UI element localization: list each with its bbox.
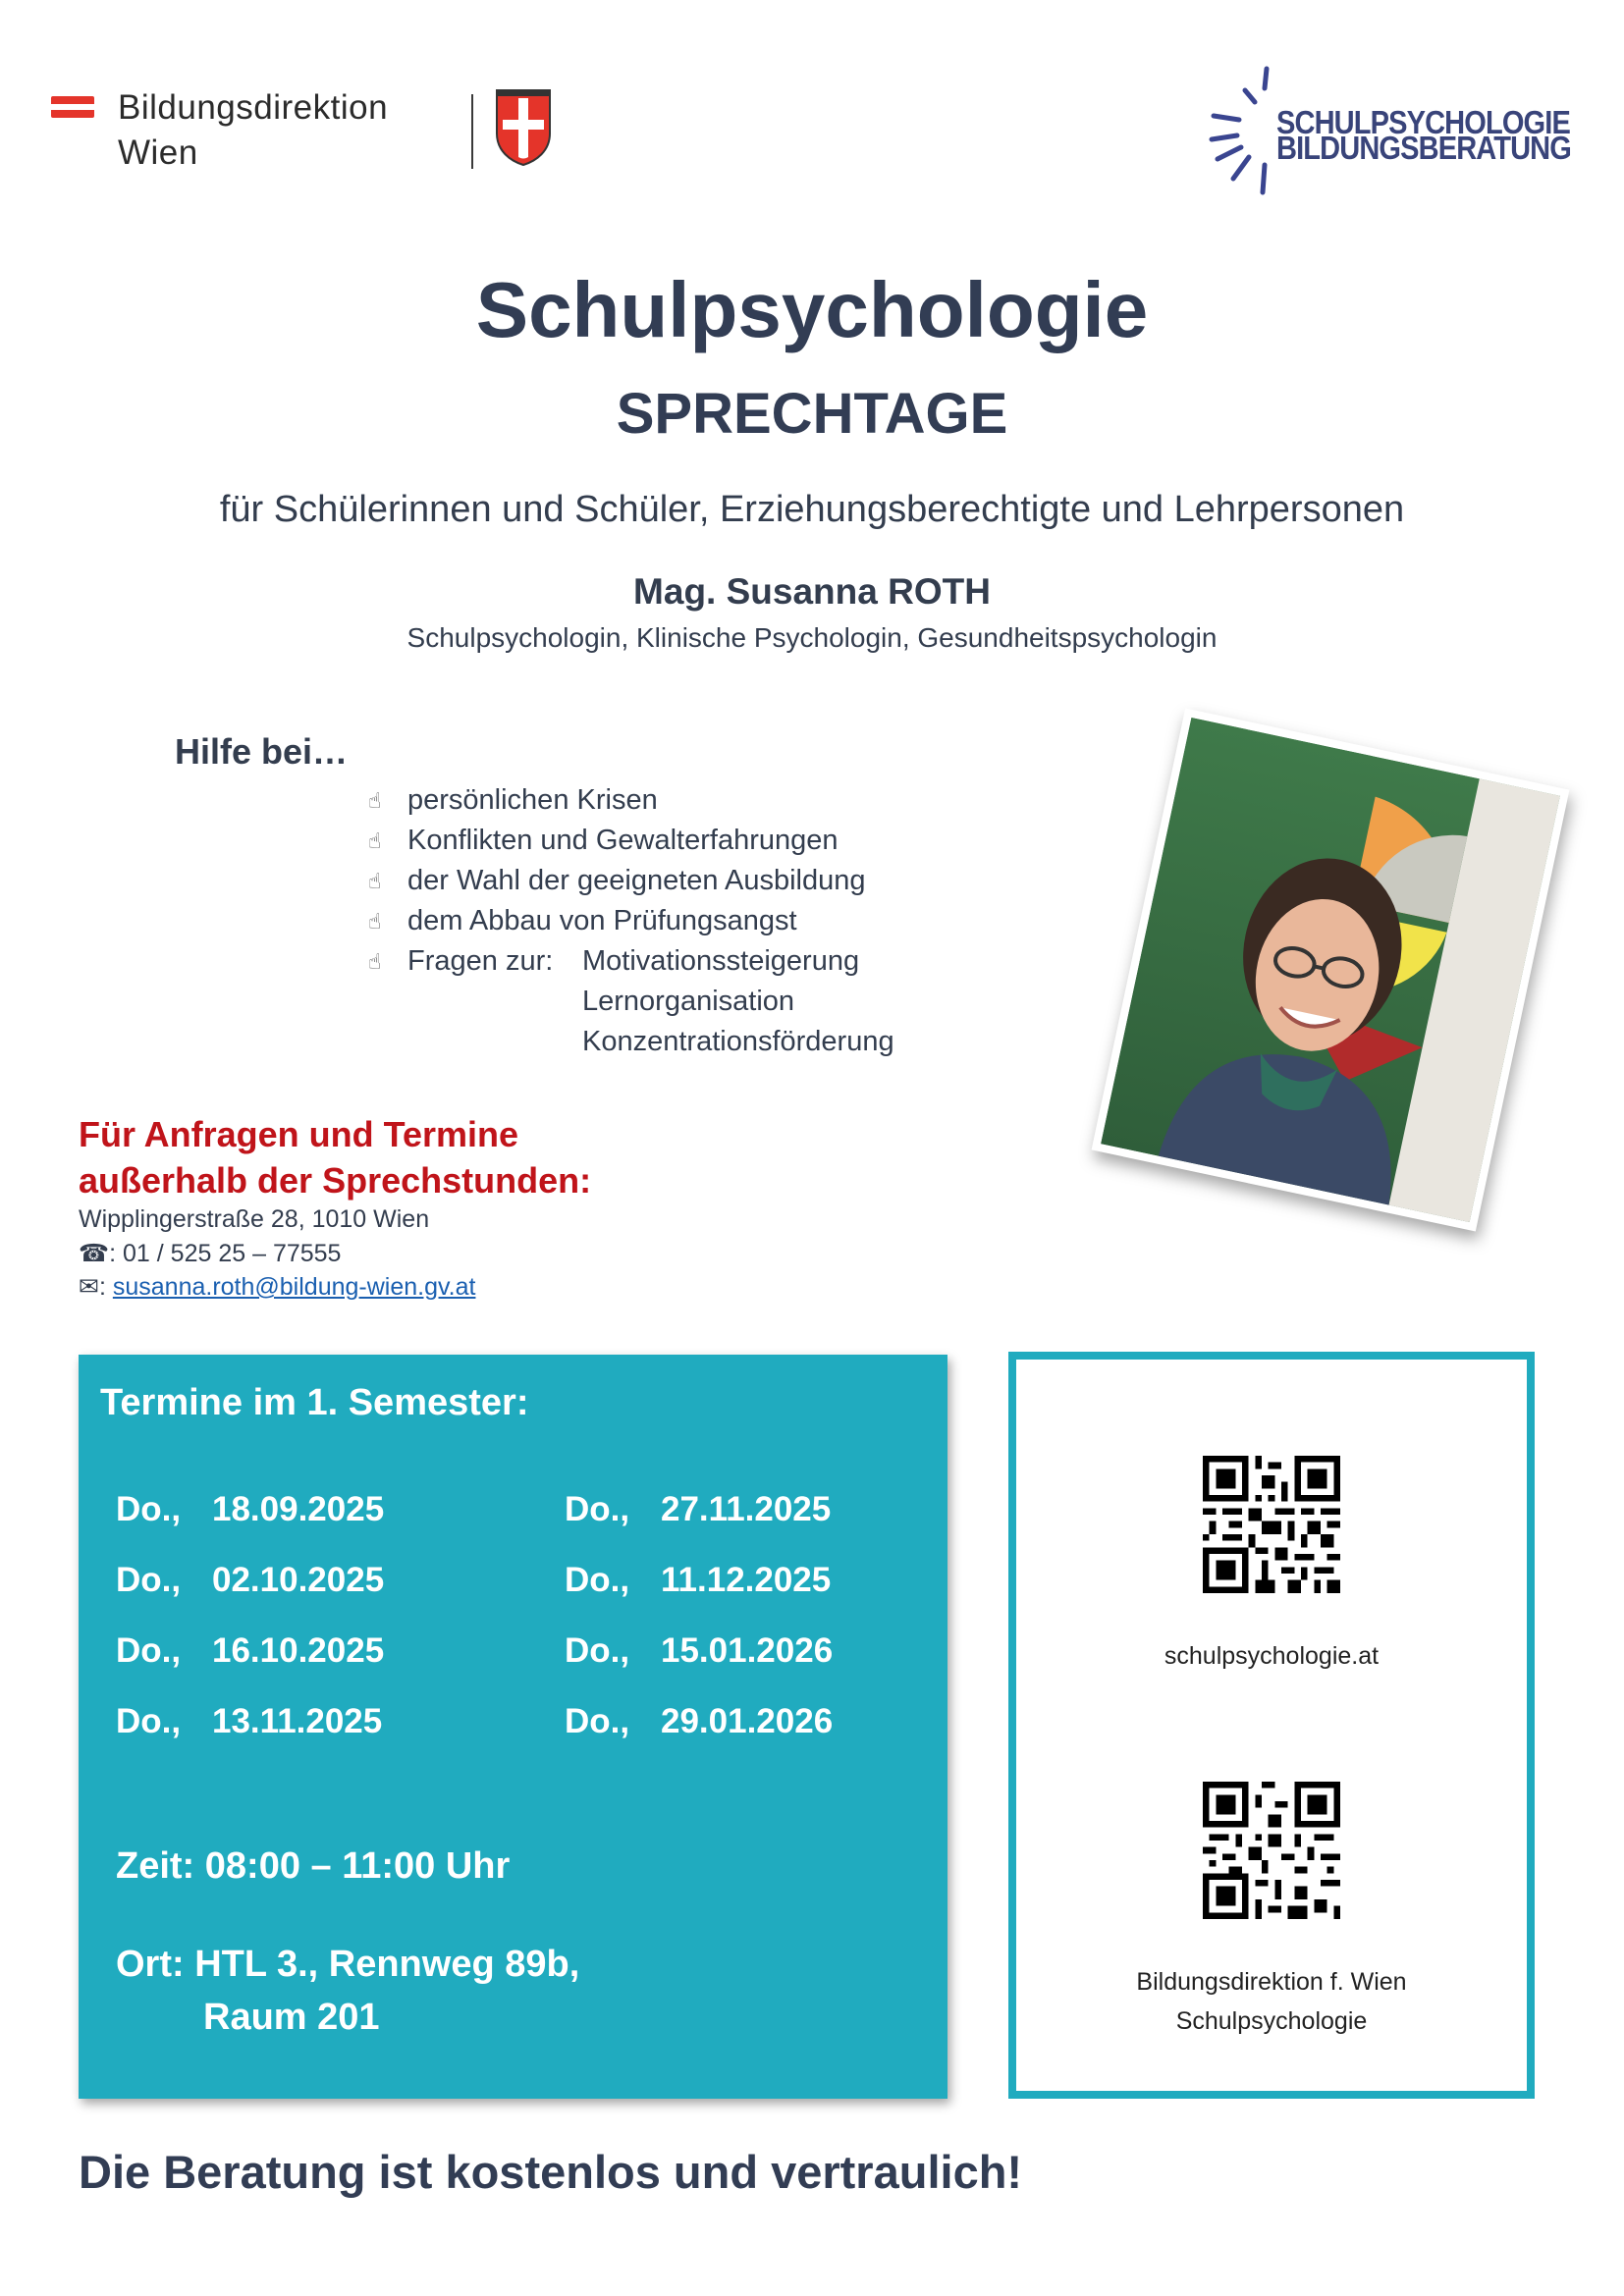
page-title: Schulpsychologie — [475, 266, 1149, 353]
footer-statement: Die Beratung ist kostenlos und vertraulich! — [79, 2146, 1023, 2198]
schulpsychologie-logo — [1206, 61, 1571, 198]
contact-heading: Für Anfragen und Termine — [79, 1114, 519, 1154]
help-list — [368, 780, 894, 1062]
hand-bullet-icon: ☝ — [368, 828, 382, 853]
qr-box — [1008, 1352, 1535, 2099]
contact-email: ✉: susanna.roth@bildung-wien.gv.at — [79, 1273, 476, 1301]
telephone-icon: ☎ — [79, 1240, 110, 1267]
contact-phone: ☎: 01 / 525 25 – 77555 — [79, 1240, 342, 1267]
envelope-icon: ✉ — [79, 1273, 99, 1301]
hand-bullet-icon: ☝ — [368, 788, 382, 813]
qr-label: Bildungsdirektion f. Wien — [1136, 1968, 1407, 1996]
date-item: Do., 27.11.2025 — [565, 1490, 832, 1528]
date-item: Do., 11.12.2025 — [565, 1561, 832, 1599]
dates-heading: Termine im 1. Semester: — [100, 1382, 529, 1423]
location-info: Ort: HTL 3., Rennweg 89b, — [116, 1944, 580, 1985]
qr-label: schulpsychologie.at — [1164, 1642, 1380, 1670]
hand-bullet-icon: ☝ — [368, 949, 382, 974]
time-info: Zeit: 08:00 – 11:00 Uhr — [116, 1845, 511, 1887]
fragen-item: Konzentrationsförderung — [582, 1026, 894, 1057]
logo-text-line2: Wien — [118, 133, 198, 172]
list-item: ☝ dem Abbau von Prüfungsangst — [368, 901, 894, 941]
contact-address: Wipplingerstraße 28, 1010 Wien — [79, 1205, 430, 1233]
bildungsdirektion-logo — [51, 88, 571, 177]
date-item: Do., 13.11.2025 — [116, 1702, 383, 1740]
email-link[interactable]: susanna.roth@bildung-wien.gv.at — [112, 1273, 476, 1301]
person-name: Mag. Susanna ROTH — [633, 571, 991, 612]
date-item: Do., 29.01.2026 — [565, 1702, 834, 1740]
date-item: Do., 15.01.2026 — [565, 1631, 834, 1670]
qr-code-icon[interactable] — [1203, 1456, 1340, 1593]
list-item: ☝ persönlichen Krisen — [368, 780, 894, 821]
date-item: Do., 18.09.2025 — [116, 1490, 385, 1528]
fragen-prefix: Fragen zur: — [407, 945, 554, 977]
qr-label: Schulpsychologie — [1175, 2007, 1368, 2035]
fragen-item: Lernorganisation — [582, 986, 795, 1017]
location-info: Raum 201 — [203, 1997, 380, 2038]
sunburst-icon — [1206, 61, 1284, 198]
date-item: Do., 16.10.2025 — [116, 1631, 385, 1670]
logo-text-line1: Bildungsdirektion — [118, 88, 389, 127]
logo-divider — [471, 94, 473, 169]
audience-text: für Schülerinnen und Schüler, Erziehungsberechtigte und Lehrpersonen — [219, 489, 1405, 530]
person-roles: Schulpsychologin, Klinische Psychologin, Gesundheitspsychologin — [406, 622, 1218, 653]
hand-bullet-icon: ☝ — [368, 869, 382, 893]
dates-box — [79, 1355, 947, 2099]
hand-bullet-icon: ☝ — [368, 909, 382, 934]
page-subtitle: SPRECHTAGE — [616, 382, 1008, 446]
qr-code-icon[interactable] — [1203, 1782, 1340, 1919]
fragen-item: Motivationssteigerung — [582, 945, 860, 977]
list-item — [368, 941, 894, 1062]
list-item: ☝ der Wahl der geeigneten Ausbildung — [368, 861, 894, 901]
date-item: Do., 02.10.2025 — [116, 1561, 385, 1599]
logo-text-line2: BILDUNGSBERATUNG — [1276, 130, 1571, 166]
vienna-shield-icon — [495, 88, 552, 167]
portrait-photo — [1092, 708, 1570, 1231]
help-heading: Hilfe bei… — [175, 731, 349, 772]
list-item: ☝ Konflikten und Gewalterfahrungen — [368, 821, 894, 861]
logo-text-line1: SCHULPSYCHOLOGIE — [1276, 104, 1570, 140]
austria-flag-icon — [51, 96, 94, 126]
contact-heading: außerhalb der Sprechstunden: — [79, 1160, 592, 1201]
